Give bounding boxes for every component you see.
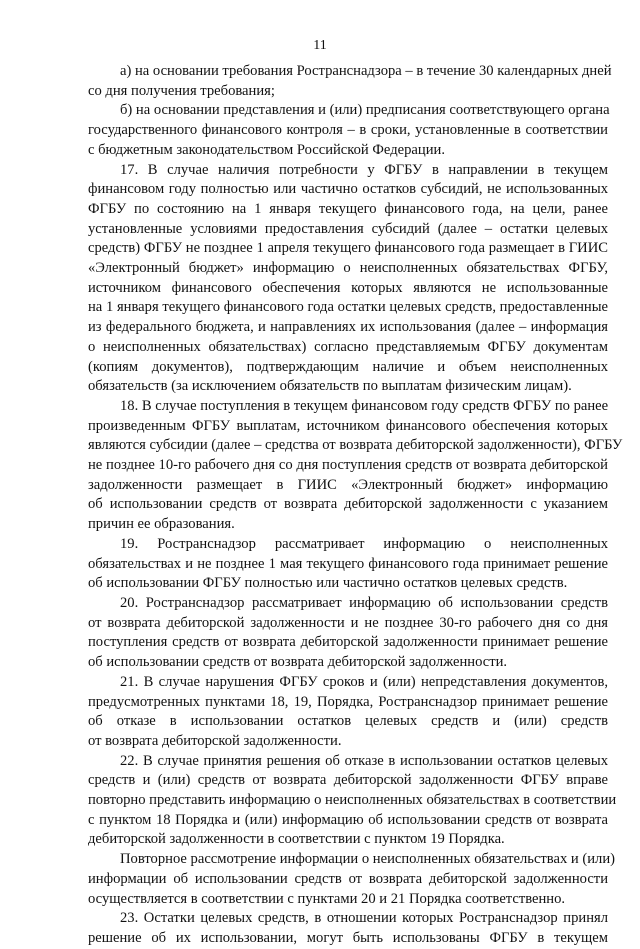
paragraph: [88, 161, 608, 397]
paragraph: [88, 673, 608, 752]
text-line: а) на основании требования Ространснадзора – в течение 30 календарных дней: [120, 63, 612, 79]
text-line: государственного финансового контроля – в сроки, установленные в соответствии: [88, 122, 608, 139]
text-line: 19. Ространснадзор рассматривает информацию о неисполненных: [120, 535, 608, 552]
text-line: решение об их использовании, могут быть использованы ФГБУ в текущем: [88, 929, 608, 946]
text-line: предусмотренных пунктами 18, 19, Порядка, Ространснадзор принимает решение: [88, 693, 608, 710]
text-line: поступления средств от возврата дебиторской задолженности принимает решение: [88, 634, 608, 651]
text-line: не позднее 10-го рабочего дня со дня поступления средств от возврата дебиторской: [88, 457, 608, 474]
paragraph: [88, 535, 608, 594]
text-line: причин ее образования.: [88, 516, 235, 533]
text-line: осуществляется в соответствии с пунктами 20 и 21 Порядка соответственно.: [88, 890, 566, 907]
text-line: о неисполненных обязательствах) согласно представляемым ФГБУ документам: [88, 338, 608, 355]
text-line: б) на основании представления и (или) предписания соответствующего органа: [120, 102, 610, 119]
text-line: задолженности размещает в ГИИС «Электронный бюджет» информацию: [88, 476, 608, 493]
text-line: информации об использовании средств от возврата дебиторской задолженности: [88, 870, 608, 887]
text-line: финансовом году полностью или частично остатков субсидий, не использованных: [88, 181, 608, 198]
paragraph: [88, 850, 615, 909]
text-line: 17. В случае наличия потребности у ФГБУ в направлении в текущем: [120, 161, 608, 178]
text-line: 18. В случае поступления в текущем финансовом году средств ФГБУ по ранее: [120, 397, 609, 414]
paragraph: [88, 594, 608, 673]
text-line: источником финансового обеспечения которых являются не использованные: [88, 279, 608, 296]
paragraph: [88, 62, 612, 101]
text-line: повторно представить информацию о неисполненных обязательствах в соответствии: [88, 792, 617, 809]
text-line: 22. В случае принятия решения об отказе в использовании остатков целевых: [120, 752, 608, 769]
text-line: обязательств (за исключением обязательств по выплатам физическим лицам).: [88, 378, 572, 395]
paragraph: [88, 397, 623, 535]
text-line: из федерального бюджета, и направлениях их использования (далее – информация: [88, 319, 608, 336]
text-line: «Электронный бюджет» информацию о неисполненных обязательствах ФГБУ,: [88, 260, 608, 277]
paragraph: [88, 101, 608, 160]
text-line: (копиям документов), подтверждающим наличие и объем неисполненных: [88, 358, 608, 375]
text-line: об использовании средств от возврата дебиторской задолженности с указанием: [88, 496, 608, 513]
text-line: от возврата дебиторской задолженности и не позднее 30-го рабочего дня со дня: [88, 614, 608, 631]
text-line: 23. Остатки целевых средств, в отношении которых Ространснадзор принял: [120, 910, 608, 927]
text-line: ФГБУ по состоянию на 1 января текущего финансового года, на цели, ранее: [88, 200, 608, 217]
text-line: об использовании средств от возврата дебиторской задолженности.: [88, 654, 508, 671]
text-line: 20. Ространснадзор рассматривает информацию об использовании средств: [120, 594, 608, 611]
paragraph: [88, 909, 608, 948]
text-line: об отказе в использовании остатков целевых средств и (или) средств: [88, 713, 608, 730]
text-line: 21. В случае нарушения ФГБУ сроков и (или) непредставления документов,: [120, 673, 608, 690]
text-line: являются субсидии (далее – средства от возврата дебиторской задолженности), ФГБУ: [88, 437, 623, 454]
text-line: дебиторской задолженности в соответствии с пунктом 19 Порядка.: [88, 831, 505, 848]
text-line: на 1 января текущего финансового года остатки целевых средств, предоставленные: [88, 299, 608, 316]
text-line: средств и (или) средств от возврата дебиторской задолженности ФГБУ вправе: [88, 772, 608, 789]
text-line: с пунктом 18 Порядка и (или) информацию об использовании средств от возврата: [88, 811, 608, 828]
text-line: обязательствах и не позднее 1 мая текущего финансового года принимает решение: [88, 555, 608, 572]
text-line: Повторное рассмотрение информации о неисполненных обязательствах и (или): [120, 851, 615, 868]
text-line: от возврата дебиторской задолженности.: [88, 732, 342, 749]
text-line: установленные условиями предоставления субсидий (далее – остатки целевых: [88, 220, 608, 237]
text-line: с бюджетным законодательством Российской Федерации.: [88, 141, 445, 158]
page-number: 11: [313, 38, 327, 53]
paragraph: [88, 752, 617, 851]
text-line: об использовании ФГБУ полностью или частично остатков целевых средств.: [88, 575, 568, 592]
text-line: произведенным ФГБУ выплатам, источником финансового обеспечения которых: [88, 417, 608, 434]
document-body: [88, 62, 623, 949]
text-line: со дня получения требования;: [88, 82, 275, 99]
text-line: средств) ФГБУ не позднее 1 апреля текущего финансового года размещает в ГИИС: [88, 240, 608, 257]
